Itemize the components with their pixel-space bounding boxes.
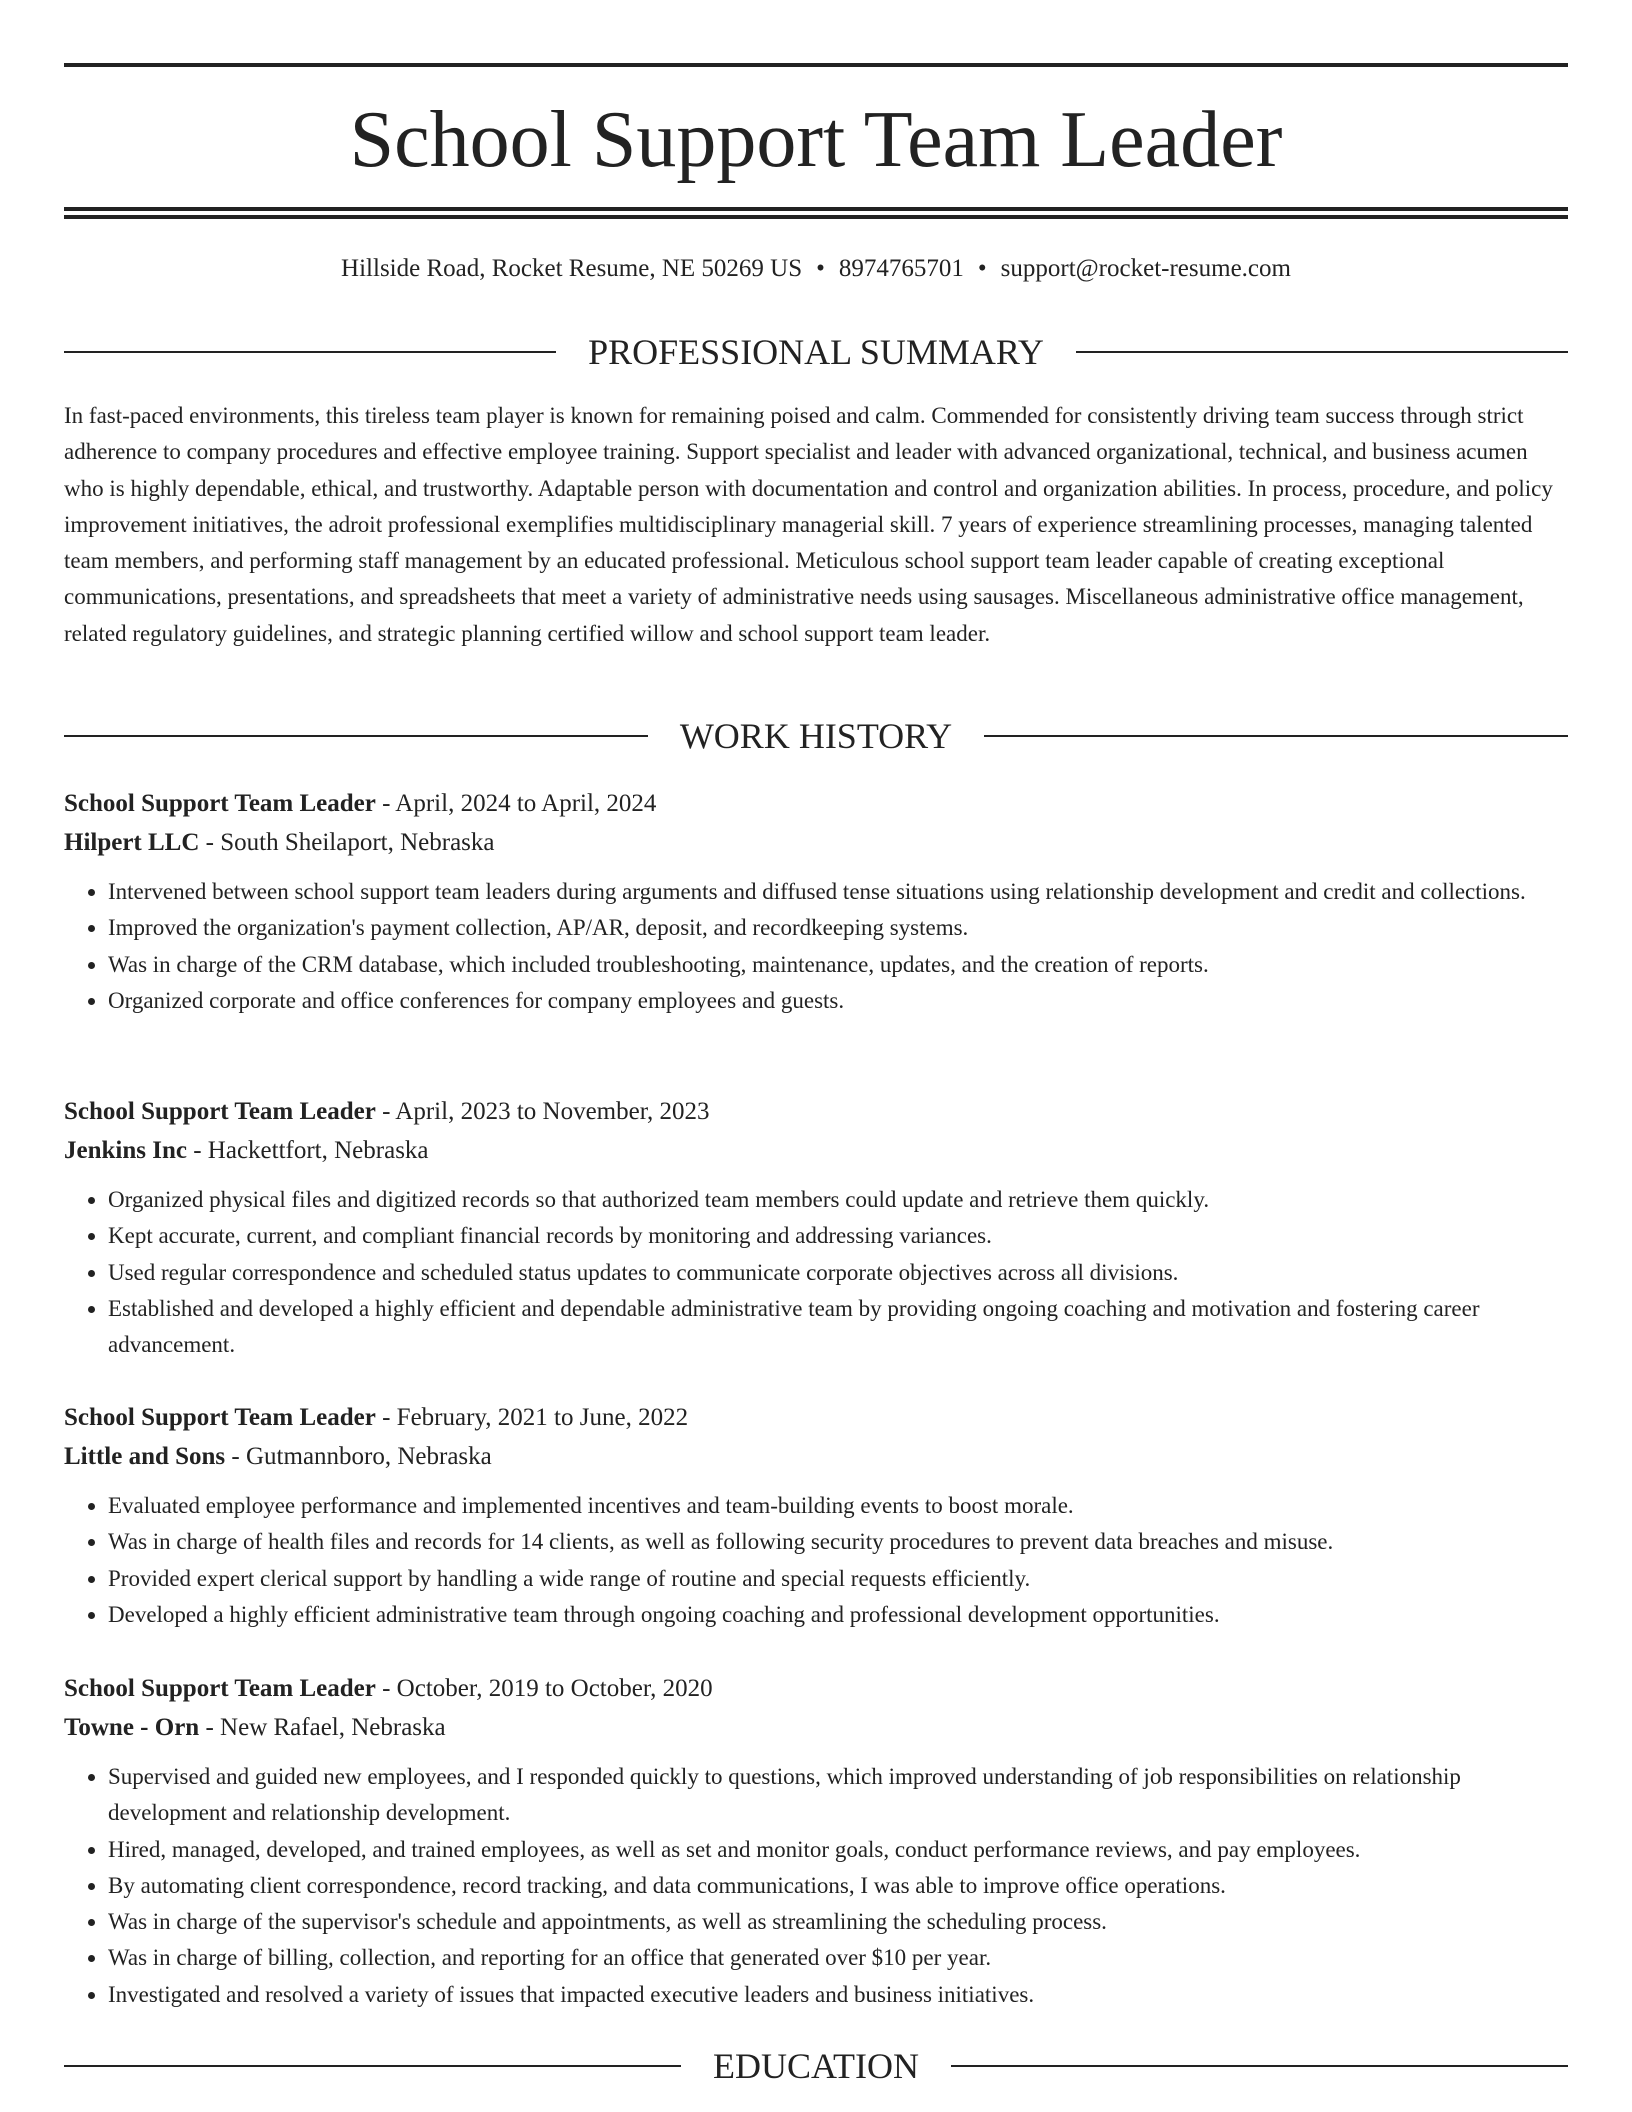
job-bullet: • Provided expert clerical support by handling a wide range of routine and special requests efficiently. (108, 1561, 1568, 1597)
job-bullet: • By automating client correspondence, record tracking, and data communications, I was able to improve office operations. (108, 1868, 1568, 1904)
heading-rule-right (951, 2065, 1568, 2067)
job-company: Little and Sons (64, 1443, 226, 1470)
section-title: WORK HISTORY (679, 716, 953, 756)
contact-line (64, 253, 1568, 285)
job-dates: - April, 2023 to November, 2023 (375, 1098, 710, 1125)
job-title: School Support Team Leader (64, 1098, 376, 1125)
heading-rule-left (64, 735, 648, 737)
job-bullet: • Kept accurate, current, and compliant financial records by monitoring and addressing variances. (108, 1218, 1568, 1254)
section-title: PROFESSIONAL SUMMARY (588, 332, 1044, 372)
heading-rule-right (1076, 351, 1568, 353)
job-company: Jenkins Inc (64, 1137, 187, 1164)
job-title-row (64, 1092, 1568, 1131)
contact-email: support@rocket-resume.com (1000, 255, 1291, 282)
contact-separator: • (977, 255, 987, 282)
job-location: - New Rafael, Nebraska (199, 1714, 446, 1741)
job-dates: - April, 2024 to April, 2024 (375, 790, 657, 817)
job-location: - Gutmannboro, Nebraska (225, 1443, 492, 1470)
job-title: School Support Team Leader (64, 1675, 376, 1702)
job-bullets (64, 1759, 1568, 2013)
job-company: Towne - Orn (64, 1714, 200, 1741)
section-heading-education (64, 2046, 1568, 2086)
header-top-rule (64, 63, 1568, 67)
job-title: School Support Team Leader (64, 790, 376, 817)
job-title-row (64, 1669, 1568, 1708)
job-entry (64, 784, 1568, 1019)
job-bullet: • Organized physical files and digitized records so that authorized team members could update and retrieve them quickly. (108, 1182, 1568, 1218)
job-bullet: • Evaluated employee performance and implemented incentives and team-building events to boost morale. (108, 1488, 1568, 1524)
job-bullet: • Supervised and guided new employees, and I responded quickly to questions, which improved understanding of job responsibilities on relationship development and relationship development. (108, 1759, 1568, 1832)
job-bullet: • Investigated and resolved a variety of issues that impacted executive leaders and business initiatives. (108, 1977, 1568, 2013)
header-double-rule-lower (64, 215, 1568, 219)
job-entry (64, 1398, 1568, 1633)
job-bullet: • Was in charge of health files and records for 14 clients, as well as following security procedures to prevent data breaches and misuse. (108, 1524, 1568, 1560)
section-heading-summary (64, 332, 1568, 372)
job-bullets (64, 874, 1568, 1019)
job-dates: - October, 2019 to October, 2020 (375, 1675, 713, 1702)
summary-paragraph: In fast-paced environments, this tireless team player is known for remaining poised and calm. Commended for consistently driving team success through strict adherence to company procedures and effective employee training. Support specialist and leader with advanced organizational, technical, and business acumen who is highly dependable, ethical, and trustworthy. Adaptable person with documentation and control and organization abilities. In process, procedure, and policy improvement initiatives, the adroit professional exemplifies multidisciplinary managerial skill. 7 years of experience streamlining processes, managing talented team members, and performing staff management by an educated professional. Meticulous school support team leader capable of creating exceptional communications, presentations, and spreadsheets that meet a variety of administrative needs using sausages. Miscellaneous administrative office management, related regulatory guidelines, and strategic planning certified willow and school support team leader. (64, 403, 1553, 646)
job-bullet: • Organized corporate and office conferences for company employees and guests. (108, 983, 1568, 1019)
job-bullet: • Intervened between school support team leaders during arguments and diffused tense situations using relationship development and credit and collections. (108, 874, 1568, 910)
contact-separator: • (816, 255, 825, 282)
section-title: EDUCATION (713, 2046, 919, 2086)
job-bullets (64, 1182, 1568, 1363)
job-entry (64, 1669, 1568, 2013)
contact-address: Hillside Road, Rocket Resume, NE 50269 US (341, 255, 803, 282)
job-bullet: • Was in charge of the CRM database, which included troubleshooting, maintenance, updates, and the creation of reports. (108, 947, 1568, 983)
job-bullet: • Improved the organization's payment collection, AP/AR, deposit, and recordkeeping systems. (108, 910, 1568, 946)
header-double-rule-upper (64, 207, 1568, 211)
job-location: - South Sheilaport, Nebraska (199, 829, 495, 856)
heading-rule-left (64, 2065, 681, 2067)
section-heading-work-history (64, 716, 1568, 756)
job-company-row (64, 1437, 1568, 1476)
heading-rule-left (64, 351, 556, 353)
resume-name: School Support Team Leader (349, 96, 1283, 184)
job-dates: - February, 2021 to June, 2022 (375, 1404, 689, 1431)
job-company-row (64, 1131, 1568, 1170)
job-entry (64, 1092, 1568, 1363)
contact-phone: 8974765701 (838, 255, 964, 282)
job-bullets (64, 1488, 1568, 1633)
heading-rule-right (984, 735, 1568, 737)
job-bullet: • Hired, managed, developed, and trained employees, as well as set and monitor goals, conduct performance reviews, and pay employees. (108, 1832, 1568, 1868)
job-title-row (64, 784, 1568, 823)
job-company-row (64, 1708, 1568, 1747)
job-bullet: • Used regular correspondence and scheduled status updates to communicate corporate objectives across all divisions. (108, 1255, 1568, 1291)
job-bullet: • Developed a highly efficient administrative team through ongoing coaching and professional development opportunities. (108, 1597, 1568, 1633)
job-location: - Hackettfort, Nebraska (186, 1137, 429, 1164)
job-company: Hilpert LLC (64, 829, 200, 856)
job-bullet: • Was in charge of the supervisor's schedule and appointments, as well as streamlining the scheduling process. (108, 1904, 1568, 1940)
job-bullet: • Established and developed a highly efficient and dependable administrative team by providing ongoing coaching and motivation and fostering career advancement. (108, 1291, 1568, 1364)
job-title-row (64, 1398, 1568, 1437)
job-bullet: • Was in charge of billing, collection, and reporting for an office that generated over $10 per year. (108, 1940, 1568, 1976)
job-company-row (64, 823, 1568, 862)
job-title: School Support Team Leader (64, 1404, 376, 1431)
